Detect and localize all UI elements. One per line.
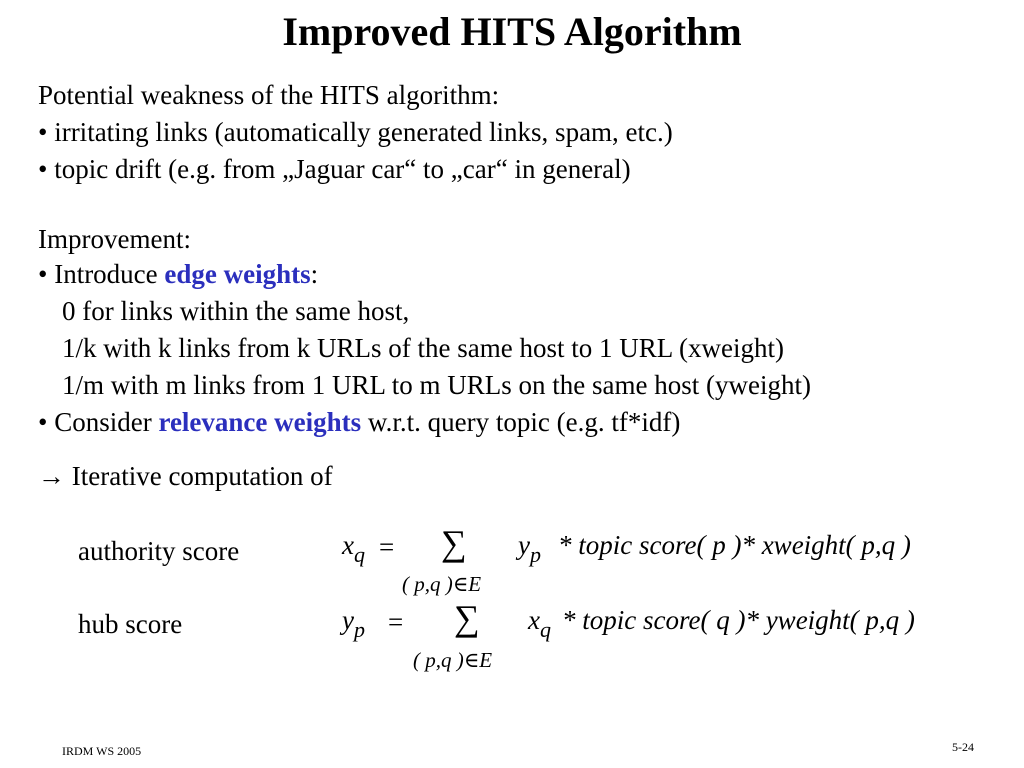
authority-sum-sigma: ∑ [441,523,467,563]
right-arrow-icon: → [38,461,65,491]
improvement-relevance-weights [38,407,680,437]
hub-lhs-variable: y [342,605,354,635]
hub-term-subscript: q [539,617,551,642]
edge-weight-rule-xweight: 1/k with k links from k URLs of the same host to 1 URL (xweight) [62,333,784,363]
hub-lhs [342,605,365,642]
authority-term-rest: * topic score( p )* xweight( p,q ) [558,530,911,560]
weakness-heading: Potential weakness of the HITS algorithm: [38,80,500,110]
slide-title: Improved HITS Algorithm [282,9,742,54]
iterative-computation-line [38,461,333,491]
authority-lhs-variable: x [342,530,354,560]
authority-score-label: authority score [78,536,240,566]
hub-term-rest: * topic score( q )* yweight( p,q ) [562,605,915,635]
authority-lhs [342,530,365,567]
hub-term-variable: x [528,605,540,635]
footer-course-label: IRDM WS 2005 [62,744,142,758]
edge-weight-rule-same-host: 0 for links within the same host, [62,296,410,326]
footer-page-number: 5-24 [952,740,974,754]
weakness-bullet-irritating-links: • irritating links (automatically generated links, spam, etc.) [38,117,673,147]
authority-equals: = [379,532,395,562]
improvement-heading: Improvement: [38,224,191,254]
authority-sum-range: ( p,q )∈E [402,572,482,596]
relevance-weights-prefix: • Consider [38,407,159,437]
authority-term-variable: y [518,530,530,560]
authority-term-subscript: p [529,542,541,567]
hub-equals: = [388,607,404,637]
iterative-computation-text: Iterative computation of [65,461,333,491]
hub-sum-range: ( p,q )∈E [413,648,493,672]
weakness-bullet-topic-drift: • topic drift (e.g. from „Jaguar car“ to „car“ in general) [38,154,631,184]
authority-lhs-subscript: q [353,542,365,567]
edge-weight-rule-yweight: 1/m with m links from 1 URL to m URLs on the same host (yweight) [62,370,811,400]
relevance-weights-suffix: w.r.t. query topic (e.g. tf*idf) [361,407,681,437]
edge-weights-suffix: : [310,259,319,289]
hub-score-label: hub score [78,609,183,639]
hub-term [528,605,551,642]
edge-weights-prefix: • Introduce [38,259,165,289]
edge-weights-highlight: edge weights [164,259,311,289]
hub-sum-sigma: ∑ [454,598,480,638]
relevance-weights-highlight: relevance weights [158,407,362,437]
authority-term [518,530,541,567]
hub-lhs-subscript: p [353,617,365,642]
improvement-edge-weights [38,259,318,289]
